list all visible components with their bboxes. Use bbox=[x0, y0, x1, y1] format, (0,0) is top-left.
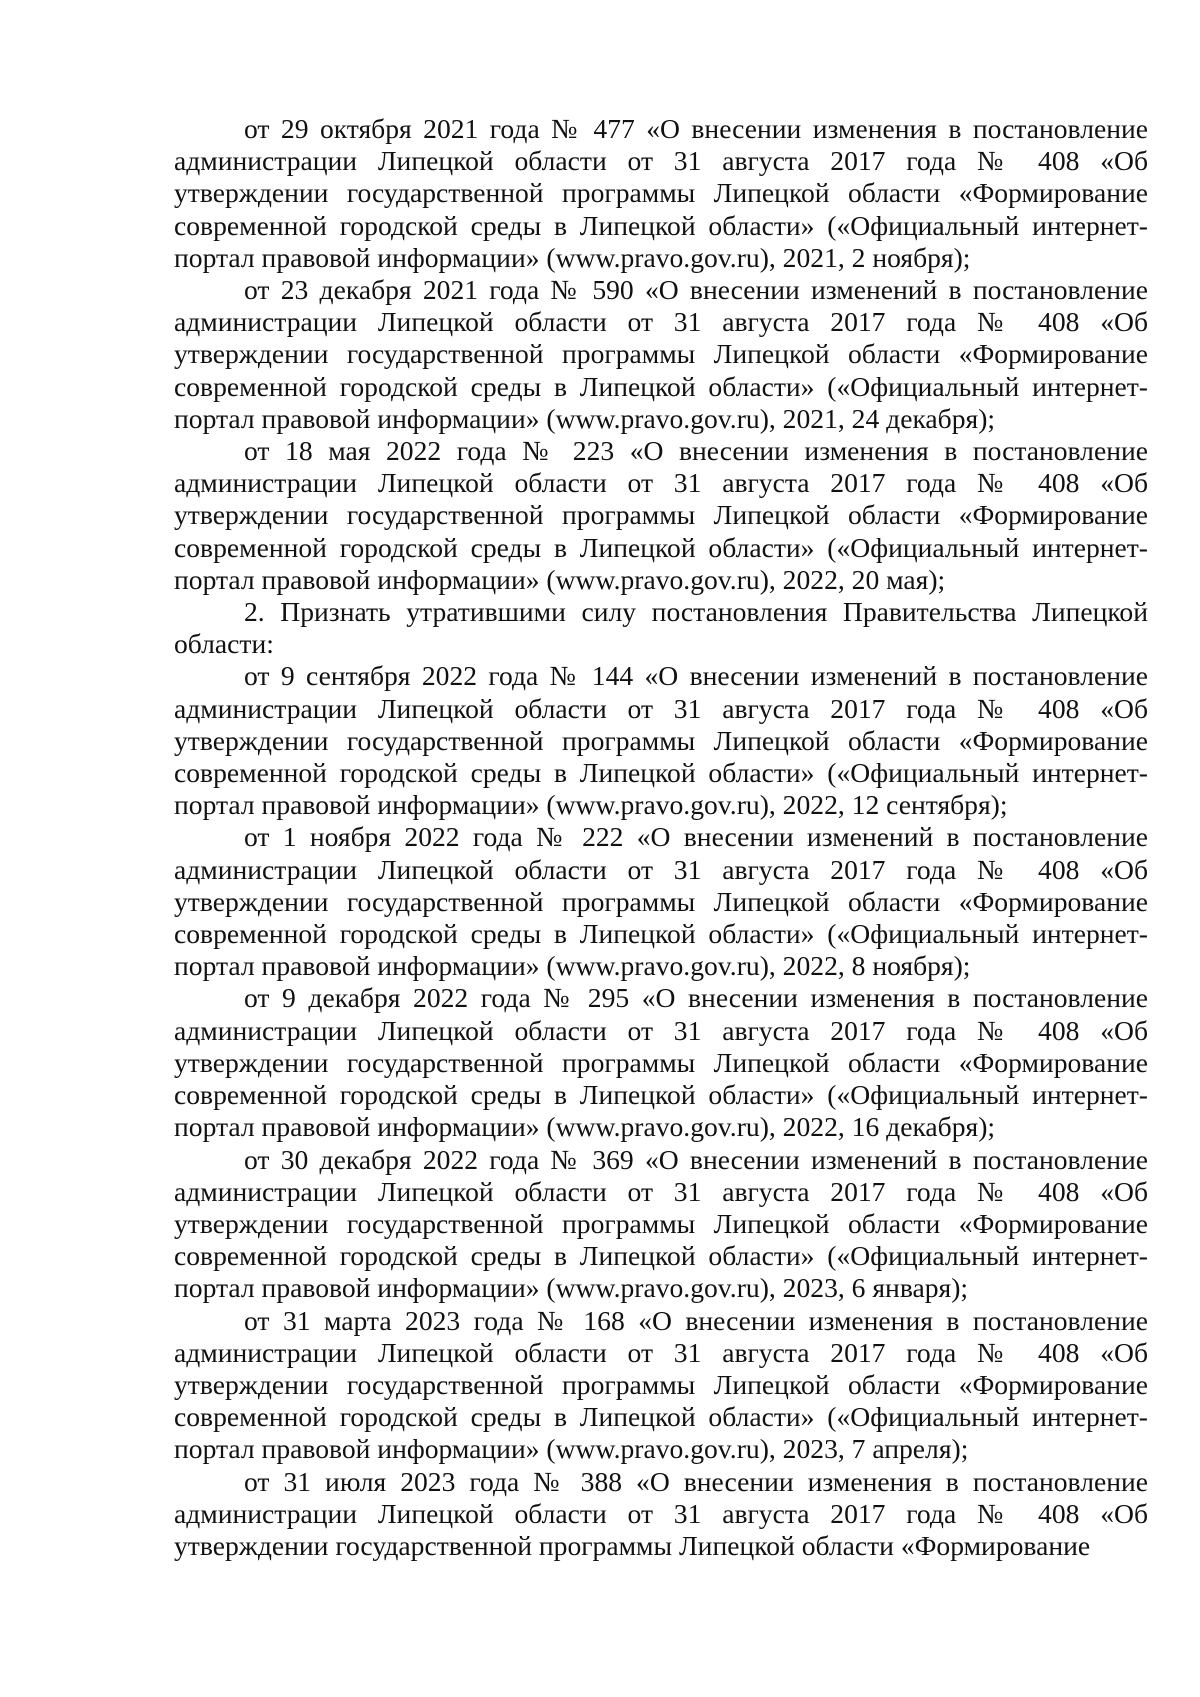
paragraph-decree-369: от 30 декабря 2022 года № 369 «О внесении изменений в постановление администрации Липецкой области от 31 августа 2017 года № 408 «Об утверждении государственной программы Липецкой области «Формирование современной городской среды в Липецкой области» («Официальный интернет-портал правовой информации» (www.pravo.gov.ru), 2023, 6 января); bbox=[174, 1143, 1148, 1304]
document-body bbox=[174, 113, 1148, 1562]
paragraph-decree-223: от 18 мая 2022 года № 223 «О внесении изменения в постановление администрации Липецкой области от 31 августа 2017 года № 408 «Об утверждении государственной программы Липецкой области «Формирование современной городской среды в Липецкой области» («Официальный интернет-портал правовой информации» (www.pravo.gov.ru), 2022, 20 мая); bbox=[174, 435, 1148, 595]
paragraph-decree-144: от 9 сентября 2022 года № 144 «О внесении изменений в постановление администрации Липецкой области от 31 августа 2017 года № 408 «Об утверждении государственной программы Липецкой области «Формирование современной городской среды в Липецкой области» («Официальный интернет-портал правовой информации» (www.pravo.gov.ru), 2022, 12 сентября); bbox=[174, 660, 1148, 821]
paragraph-decree-295: от 9 декабря 2022 года № 295 «О внесении изменения в постановление администрации Липецкой области от 31 августа 2017 года № 408 «Об утверждении государственной программы Липецкой области «Формирование современной городской среды в Липецкой области» («Официальный интернет-портал правовой информации» (www.pravo.gov.ru), 2022, 16 декабря); bbox=[174, 982, 1148, 1143]
paragraph-item-2-heading: 2. Признать утратившими силу постановления Правительства Липецкой области: bbox=[174, 596, 1148, 660]
paragraph-decree-590: от 23 декабря 2021 года № 590 «О внесении изменений в постановление администрации Липецкой области от 31 августа 2017 года № 408 «Об утверждении государственной программы Липецкой области «Формирование современной городской среды в Липецкой области» («Официальный интернет-портал правовой информации» (www.pravo.gov.ru), 2021, 24 декабря); bbox=[174, 274, 1148, 434]
paragraph-decree-222: от 1 ноября 2022 года № 222 «О внесении изменений в постановление администрации Липецкой области от 31 августа 2017 года № 408 «Об утверждении государственной программы Липецкой области «Формирование современной городской среды в Липецкой области» («Официальный интернет-портал правовой информации» (www.pravo.gov.ru), 2022, 8 ноября); bbox=[174, 821, 1148, 982]
paragraph-decree-168: от 31 марта 2023 года № 168 «О внесении изменения в постановление администрации Липецкой области от 31 августа 2017 года № 408 «Об утверждении государственной программы Липецкой области «Формирование современной городской среды в Липецкой области» («Официальный интернет-портал правовой информации» (www.pravo.gov.ru), 2023, 7 апреля); bbox=[174, 1304, 1148, 1465]
paragraph-decree-388: от 31 июля 2023 года № 388 «О внесении изменения в постановление администрации Липецкой области от 31 августа 2017 года № 408 «Об утверждении государственной программы Липецкой области «Формирование bbox=[174, 1465, 1148, 1561]
paragraph-decree-477: от 29 октября 2021 года № 477 «О внесении изменения в постановление администрации Липецкой области от 31 августа 2017 года № 408 «Об утверждении государственной программы Липецкой области «Формирование современной городской среды в Липецкой области» («Официальный интернет-портал правовой информации» (www.pravo.gov.ru), 2021, 2 ноября); bbox=[174, 113, 1148, 273]
